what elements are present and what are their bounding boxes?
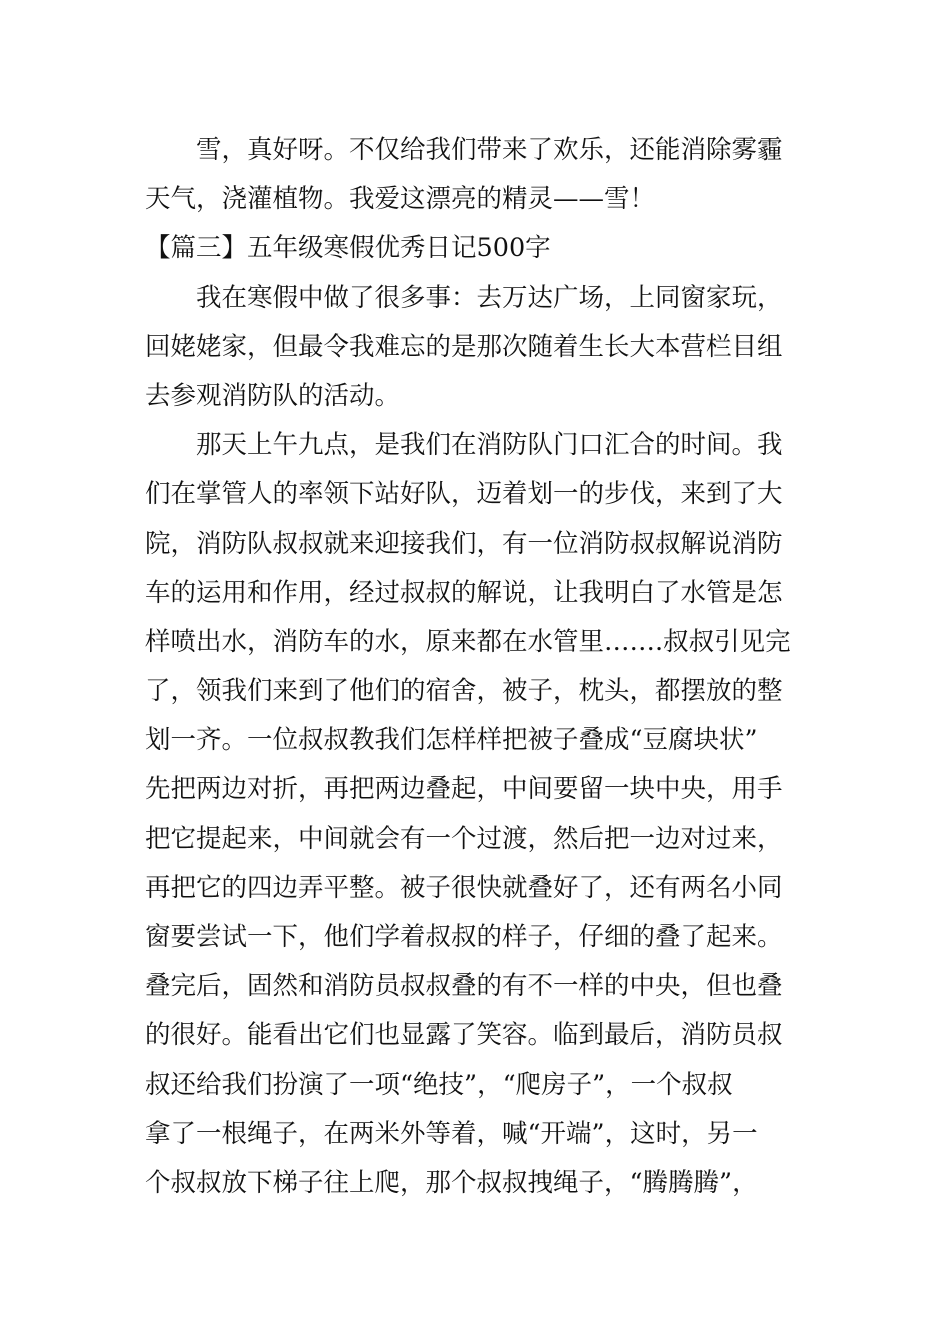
text-line: 个叔叔放下梯子往上爬，那个叔叔拽绳子，“腾腾腾”，: [145, 1167, 758, 1198]
text-line: 去参观消防队的活动。: [145, 380, 401, 411]
text-line: 先把两边对折，再把两边叠起，中间要留一块中央，用手: [145, 774, 783, 805]
text-line: 叔还给我们扮演了一项“绝技”，“爬房子”，一个叔叔: [145, 1069, 733, 1100]
document-body: [145, 126, 810, 1208]
text-line: 天气，浇灌植物。我爱这漂亮的精灵——雪！: [145, 184, 656, 215]
text-line: 再把它的四边弄平整。被子很快就叠好了，还有两名小同: [145, 872, 783, 903]
text-line: 回姥姥家，但最令我难忘的是那次随着生长大本营栏目组: [145, 331, 783, 362]
text-line: 我在寒假中做了很多事：去万达广场，上同窗家玩，: [196, 282, 783, 313]
text-line: 拿了一根绳子，在两米外等着，喊“开端”，这时，另一: [145, 1118, 758, 1149]
text-line: 把它提起来，中间就会有一个过渡，然后把一边对过来，: [145, 823, 783, 854]
text-line: 车的运用和作用，经过叔叔的解说，让我明白了水管是怎: [145, 577, 783, 608]
text-line: 院，消防队叔叔就来迎接我们，有一位消防叔叔解说消防: [145, 528, 783, 559]
text-line: 雪，真好呀。不仅给我们带来了欢乐，还能消除雾霾: [196, 135, 783, 165]
text-line: 叠完后，固然和消防员叔叔叠的有不一样的中央，但也叠: [145, 971, 783, 1002]
text-line: 们在掌管人的率领下站好队，迈着划一的步伐，来到了大: [145, 479, 783, 510]
text-line: 窗要尝试一下，他们学着叔叔的样子，仔细的叠了起来。: [145, 922, 783, 952]
text-line: 的很好。能看出它们也显露了笑容。临到最后，消防员叔: [145, 1020, 783, 1051]
text-line: 划一齐。一位叔叔教我们怎样样把被子叠成“豆腐块状”: [145, 725, 758, 756]
section-heading: 【篇三】五年级寒假优秀日记500字: [145, 233, 551, 264]
text-line: 那天上午九点，是我们在消防队门口汇合的时间。我: [196, 430, 783, 461]
text-line: 了，领我们来到了他们的宿舍，被子，枕头，都摆放的整: [145, 676, 783, 707]
text-line: 样喷出水，消防车的水，原来都在水管里…….叔叔引见完: [145, 626, 791, 657]
